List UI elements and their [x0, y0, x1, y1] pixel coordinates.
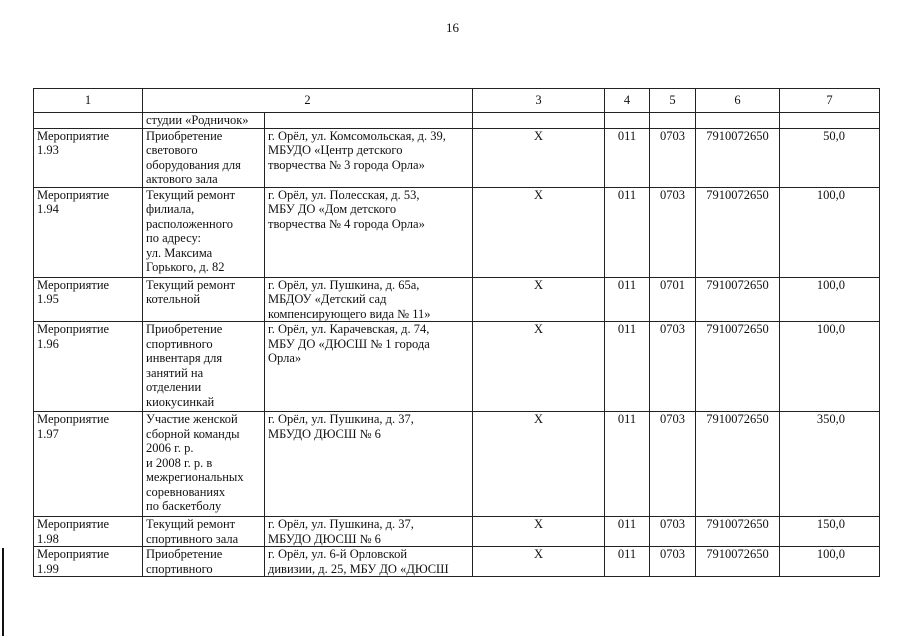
col-6-value: 7910072650 [696, 277, 780, 322]
header-col-3: 3 [473, 89, 605, 113]
activity-name: Текущий ремонт филиала, расположенного по адресу: ул. Максима Горького, д. 82 [143, 187, 265, 277]
col-5-value: 0701 [650, 277, 696, 322]
activity-number: Мероприятие 1.93 [34, 128, 143, 187]
col-7-amount: 50,0 [780, 128, 880, 187]
activity-number: Мероприятие 1.99 [34, 547, 143, 577]
table-row [34, 412, 880, 517]
budget-table [33, 88, 880, 577]
col-5-value: 0703 [650, 517, 696, 547]
col-6-value: 7910072650 [696, 187, 780, 277]
table-row [34, 128, 880, 187]
col-7-amount: 100,0 [780, 277, 880, 322]
col-7-amount: 350,0 [780, 412, 880, 517]
table-row [34, 187, 880, 277]
col-3-value: Х [473, 187, 605, 277]
empty-cell [473, 113, 605, 129]
table-body [34, 128, 880, 577]
activity-address: г. Орёл, ул. Полесская, д. 53, МБУ ДО «Дом детского творчества № 4 города Орла» [265, 187, 473, 277]
activity-number: Мероприятие 1.94 [34, 187, 143, 277]
table-row [34, 517, 880, 547]
col-3-value: Х [473, 128, 605, 187]
col-3-value: Х [473, 322, 605, 412]
header-row [34, 89, 880, 113]
col-3-value: Х [473, 547, 605, 577]
activity-address: г. Орёл, ул. Пушкина, д. 37, МБУДО ДЮСШ № 6 [265, 412, 473, 517]
col-4-value: 011 [605, 517, 650, 547]
empty-cell [34, 113, 143, 129]
continuation-row [34, 113, 880, 129]
header-col-5: 5 [650, 89, 696, 113]
col-7-amount: 100,0 [780, 187, 880, 277]
col-7-amount: 150,0 [780, 517, 880, 547]
activity-number: Мероприятие 1.98 [34, 517, 143, 547]
col-5-value: 0703 [650, 547, 696, 577]
header-col-6: 6 [696, 89, 780, 113]
empty-cell [696, 113, 780, 129]
table-row [34, 322, 880, 412]
col-7-amount: 100,0 [780, 547, 880, 577]
activity-number: Мероприятие 1.97 [34, 412, 143, 517]
col-5-value: 0703 [650, 187, 696, 277]
activity-name: Приобретение светового оборудования для актового зала [143, 128, 265, 187]
col-7-amount: 100,0 [780, 322, 880, 412]
header-col-2: 2 [143, 89, 473, 113]
activity-address: г. Орёл, ул. Комсомольская, д. 39, МБУДО «Центр детского творчества № 3 города Орла» [265, 128, 473, 187]
activity-name: Приобретение спортивного инвентаря для занятий на отделении киокусинкай [143, 322, 265, 412]
col-3-value: Х [473, 277, 605, 322]
col-4-value: 011 [605, 128, 650, 187]
activity-name: Участие женской сборной команды 2006 г. р. и 2008 г. р. в межрегиональных соревнованиях по баскетболу [143, 412, 265, 517]
empty-cell [605, 113, 650, 129]
activity-address: г. Орёл, ул. 6-й Орловской дивизии, д. 25, МБУ ДО «ДЮСШ [265, 547, 473, 577]
header-col-1: 1 [34, 89, 143, 113]
page-number: 16 [446, 20, 459, 35]
col-4-value: 011 [605, 412, 650, 517]
empty-cell [650, 113, 696, 129]
col-4-value: 011 [605, 547, 650, 577]
col-6-value: 7910072650 [696, 322, 780, 412]
col-4-value: 011 [605, 277, 650, 322]
activity-address: г. Орёл, ул. Пушкина, д. 65а, МБДОУ «Детский сад компенсирующего вида № 11» [265, 277, 473, 322]
col-4-value: 011 [605, 187, 650, 277]
table-row [34, 277, 880, 322]
col-6-value: 7910072650 [696, 128, 780, 187]
col-3-value: Х [473, 412, 605, 517]
empty-cell [780, 113, 880, 129]
activity-address: г. Орёл, ул. Пушкина, д. 37, МБУДО ДЮСШ № 6 [265, 517, 473, 547]
continuation-text: студии «Родничок» [143, 113, 265, 129]
empty-cell [265, 113, 473, 129]
activity-name: Текущий ремонт спортивного зала [143, 517, 265, 547]
col-4-value: 011 [605, 322, 650, 412]
margin-mark [2, 548, 4, 636]
activity-number: Мероприятие 1.96 [34, 322, 143, 412]
col-6-value: 7910072650 [696, 517, 780, 547]
col-6-value: 7910072650 [696, 547, 780, 577]
activity-name: Приобретение спортивного [143, 547, 265, 577]
header-col-7: 7 [780, 89, 880, 113]
col-5-value: 0703 [650, 412, 696, 517]
table-row [34, 547, 880, 577]
col-5-value: 0703 [650, 322, 696, 412]
header-col-4: 4 [605, 89, 650, 113]
activity-number: Мероприятие 1.95 [34, 277, 143, 322]
activity-name: Текущий ремонт котельной [143, 277, 265, 322]
col-6-value: 7910072650 [696, 412, 780, 517]
activity-address: г. Орёл, ул. Карачевская, д. 74, МБУ ДО «ДЮСШ № 1 города Орла» [265, 322, 473, 412]
col-5-value: 0703 [650, 128, 696, 187]
col-3-value: Х [473, 517, 605, 547]
